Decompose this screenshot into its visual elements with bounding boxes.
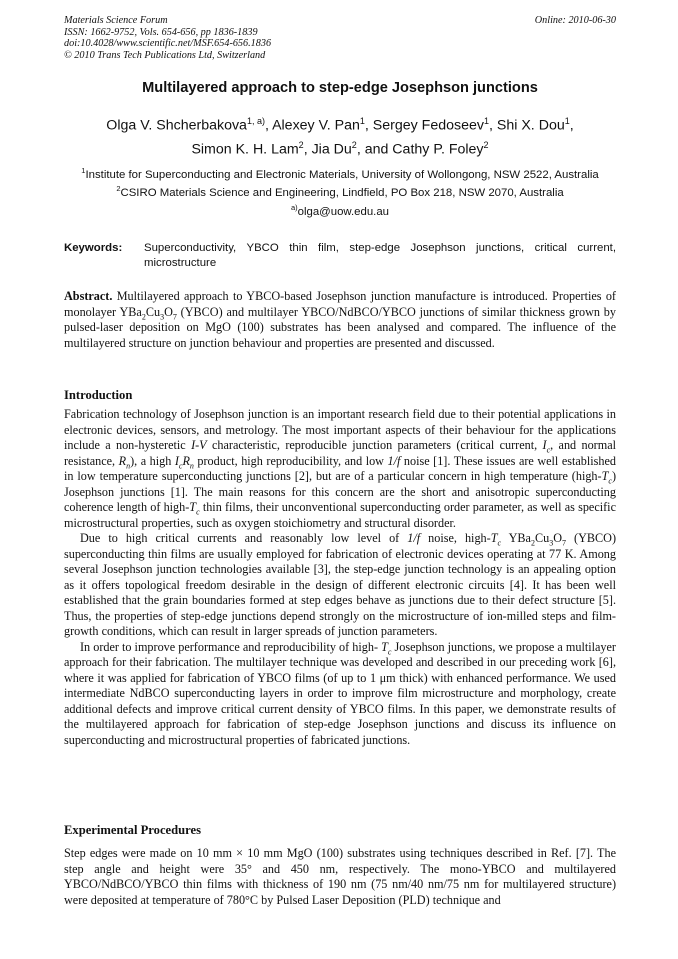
subscript: 3	[160, 311, 165, 321]
author-affil-mark: 2	[483, 139, 489, 150]
author-name: , Jia Du	[303, 141, 352, 158]
text: ) Josephson junctions [1]. The main reasons for this concern are the short and anisotropic superconducting coherence length of high-	[64, 469, 616, 514]
text: YBa	[501, 531, 531, 545]
abstract-text: (YBCO) and multilayer YBCO/NdBCO/YBCO junctions of similar thickness grown by pulsed-laser deposition on MgO (100) substrates has been analysed and compared. The influence of the multilayered structure on junction behaviour and properties are presented and discussed.	[64, 304, 616, 350]
affil-text: Institute for Superconducting and Electronic Materials, University of Wollongong, NSW 2522, Australia	[85, 168, 599, 181]
text: Fabrication technology of Josephson junction is an important research field due to their potential applications in electronic devices, sensors, and metrology. The most important aspects of their behaviour for the applications include a non-hysteretic	[64, 407, 616, 452]
intro-paragraph-3	[64, 640, 616, 749]
keywords-label: Keywords:	[64, 242, 123, 254]
keywords-text: Superconductivity, YBCO thin film, step-edge Josephson junctions, critical current, microstructure	[144, 242, 616, 269]
affiliation-2	[64, 182, 616, 200]
italic-symbol: T	[601, 469, 609, 483]
corresponding-email	[64, 201, 616, 219]
italic-symbol: T	[381, 639, 388, 654]
author-name: , Sergey Fedoseev	[364, 117, 484, 134]
affil-mark: 1	[81, 166, 86, 175]
author-affil-mark: 2	[298, 139, 304, 150]
italic-symbol: 1/f	[407, 531, 421, 545]
italic-symbol: T	[189, 500, 197, 514]
abstract-text: O	[164, 304, 173, 319]
journal-copyright: © 2010 Trans Tech Publications Ltd, Switzerland	[64, 49, 266, 61]
author-affil-mark: 1	[564, 116, 570, 126]
journal-issn: ISSN: 1662-9752, Vols. 654-656, pp 1836-1839	[64, 26, 258, 38]
journal-name: Materials Science Forum	[64, 15, 168, 26]
paper-title: Multilayered approach to step-edge Josephson junctions	[142, 80, 538, 96]
experimental-paragraph-1: Step edges were made on 10 mm × 10 mm MgO (100) substrates using techniques described in Ref. [7]. The step angle and height were 35° and 450 nm, respectively. The mono-YBCO and multilayered YBCO/NdBCO/YBCO thin films with thickness of 190 nm (75 nm/40 nm/75 nm for multilayered structure) were deposited at temperature of 780°C by Pulsed Laser Deposition (PLD) technique and	[64, 846, 616, 907]
keywords	[64, 241, 616, 271]
subscript: n	[126, 460, 131, 470]
author-name: , Shi X. Dou	[489, 117, 565, 134]
subscript: 7	[562, 538, 566, 548]
text: Due to high critical currents and reasonably low level of	[80, 531, 408, 545]
author-name: Simon K. H. Lam	[191, 141, 299, 158]
journal-doi[interactable]: doi:10.4028/www.scientific.net/MSF.654-656.1836	[64, 38, 272, 50]
subscript: n	[189, 460, 194, 470]
introduction-body	[64, 407, 616, 748]
italic-symbol: I	[174, 453, 179, 468]
text: , and normal resistance,	[64, 438, 617, 468]
text: In order to improve performance and reproducibility of high-	[80, 639, 382, 654]
subscript: c	[387, 646, 392, 656]
italic-symbol: R	[118, 453, 127, 468]
text: Cu	[534, 531, 550, 545]
affiliations	[64, 164, 616, 219]
affiliation-1	[64, 164, 616, 182]
intro-paragraph-2	[64, 531, 616, 640]
text: thin films, their unconventional superconducting order parameter, as well as specific microstructural properties, such as oxygen stoichiometry and structural disorder.	[64, 500, 616, 530]
text: ), a high	[130, 453, 175, 468]
text: noise, high-	[420, 531, 491, 545]
online-date: Online: 2010-06-30	[534, 15, 616, 26]
affil-mark: 2	[116, 184, 121, 194]
subscript: 2	[141, 311, 146, 321]
author-name: , Alexey V. Pan	[264, 117, 360, 134]
subscript: c	[497, 538, 502, 548]
italic-symbol: R	[182, 453, 190, 468]
author-list: Olga V. Shcherbakova$^{1, a)}$, Alexey V. Pan$^1$, Sergey Fedoseev$^1$, Shi X. Dou$^1$, Simon K. H. Lam$^2$, Jia Du$^2$, and Cathy P. Foley$^2$	[106, 116, 574, 158]
abstract	[64, 289, 616, 351]
text: Josephson junctions, we propose a multilayer approach for their fabrication. The multilayer technique was developed and described in our preceding work [6], where it was applied for fabrication of YBCO films (of up to 1 μm thick) with enhanced performance. We used intermediate NdBCO superconducting layers in order to improve film microstructure and morphology, create additional defects and improve critical current density of YBCO films. In this paper, we demonstrate results of the multilayered approach for fabrication of step-edge Josephson junctions and discuss its influence on superconducting and microstructural properties of fabricated junctions.	[64, 639, 616, 747]
email-link[interactable]: olga@uow.edu.au	[297, 205, 390, 218]
text: (YBCO) superconducting thin films are usually employed for fabrication of electronic devices operating at 77 K. Among several Josephson junction technologies available [3], the step-edge junction technology is an appealing option as it offers topological freedom desirable in the design of different electronic circuits [4]. It has been well established that the grain boundaries formed at step edges behave as junctions due to their defect structure [5]. Thus, the properties of step-edge junctions depend strongly on the microstructure of ion-milled steps and film-growth conditions, which can result in larger spreads of junction parameters.	[64, 531, 617, 638]
text: characteristic, reproducible junction parameters (critical current,	[206, 438, 543, 452]
subscript: 3	[549, 538, 554, 548]
abstract-text: Cu	[145, 304, 161, 319]
author-name: , and Cathy P. Foley	[356, 141, 484, 158]
italic-symbol: I-V	[191, 438, 207, 452]
experimental-heading: Experimental Procedures	[64, 823, 201, 837]
author-name: Olga V. Shcherbakova	[106, 117, 247, 134]
affil-mark: a)	[290, 202, 298, 212]
experimental-body	[64, 846, 616, 908]
affil-text: CSIRO Materials Science and Engineering, Lindfield, PO Box 218, NSW 2070, Australia	[120, 187, 564, 200]
author-affil-mark: 1	[484, 116, 490, 126]
intro-paragraph-1	[64, 407, 616, 531]
abstract-text: Multilayered approach to YBCO-based Josephson junction manufacture is introduced. Properties of monolayer YBa	[64, 289, 616, 319]
text: O	[553, 531, 562, 545]
subscript: c	[608, 476, 612, 486]
subscript: c	[196, 507, 200, 517]
abstract-label: Abstract.	[64, 289, 113, 303]
text: product, high reproducibility, and low	[193, 453, 388, 468]
subscript: 2	[530, 538, 535, 548]
author-affil-mark: 1	[359, 116, 365, 126]
subscript: c	[546, 445, 551, 455]
introduction-heading: Introduction	[64, 388, 133, 402]
journal-header	[64, 15, 616, 61]
subscript: 7	[172, 311, 177, 321]
author-affil-mark: 1, a)	[246, 116, 265, 126]
italic-symbol: T	[490, 531, 498, 545]
text: noise [1]. These issues are well established in low temperature superconducting junctions [2], but are of a particular concern in high temperature (high-	[64, 453, 616, 483]
italic-symbol: 1/f	[387, 453, 401, 468]
subscript: c	[178, 460, 183, 470]
author-affil-mark: 2	[351, 139, 357, 150]
italic-symbol: I	[542, 438, 547, 452]
